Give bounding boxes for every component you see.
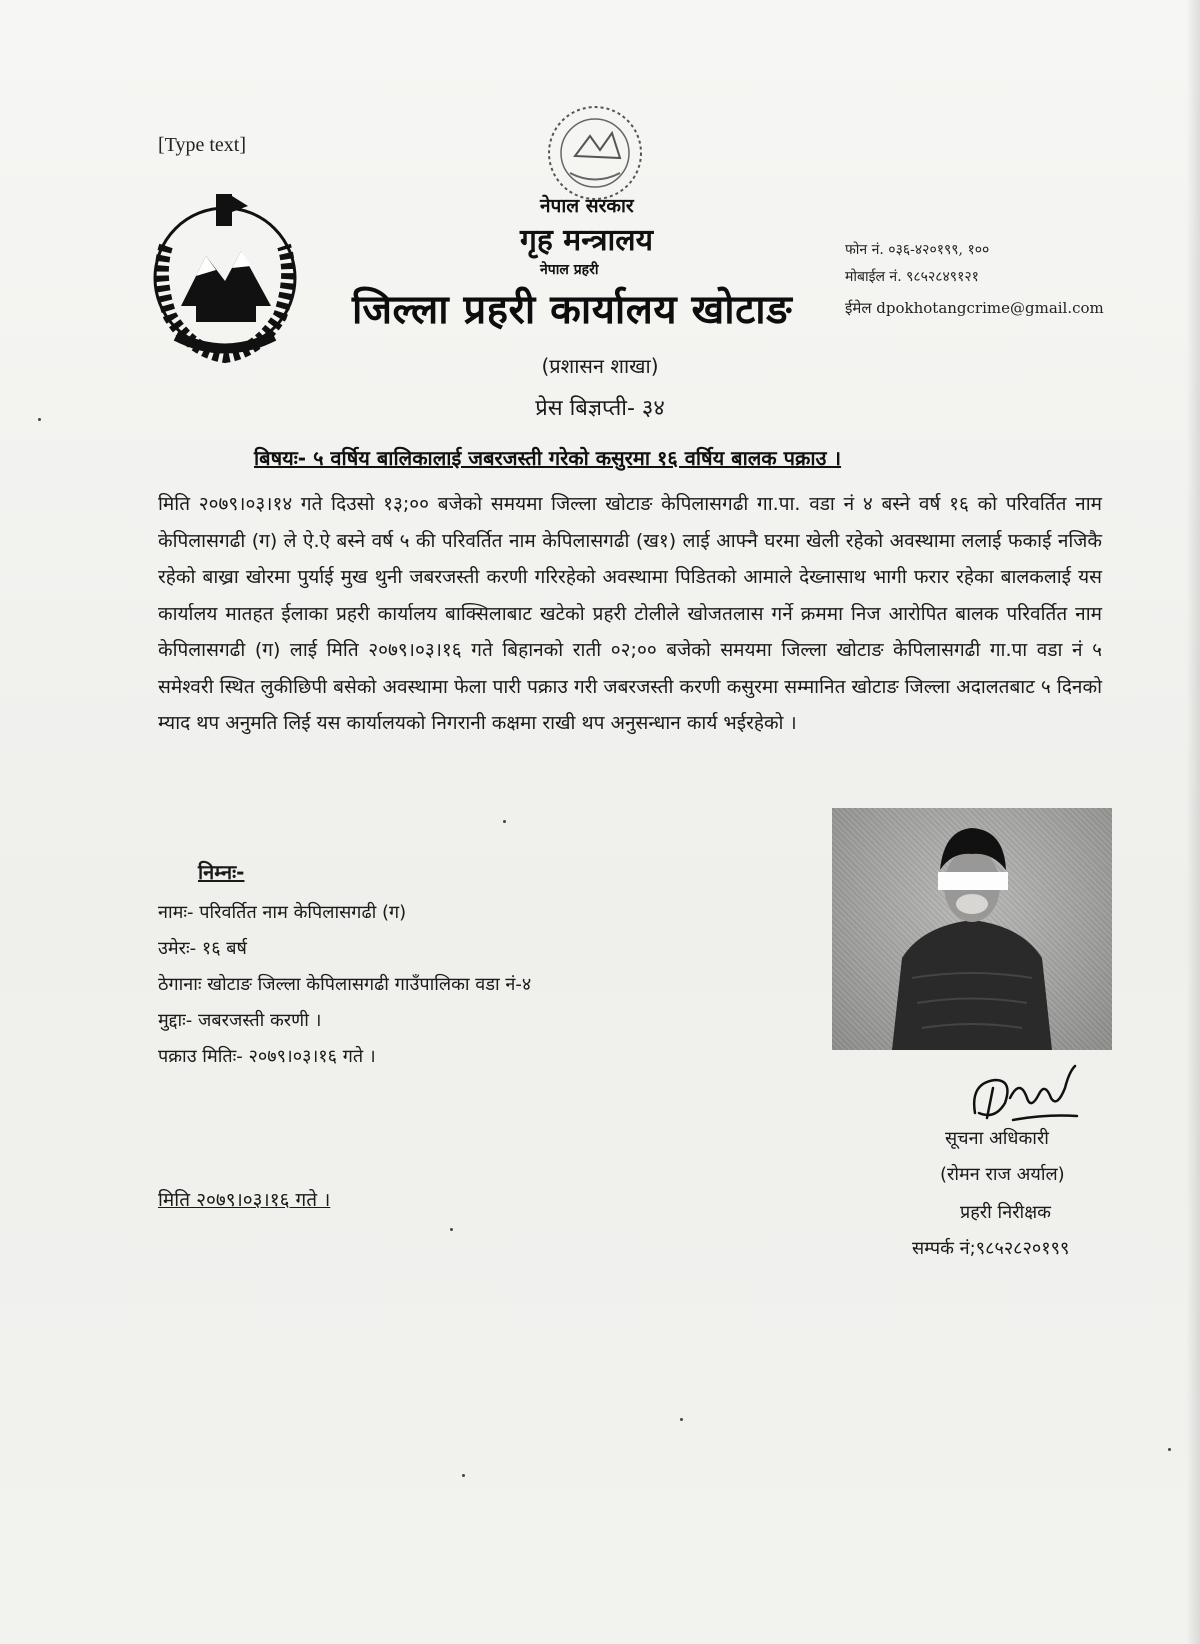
police-hq-label: नेपाल प्रहरी xyxy=(540,262,599,278)
page-edge-shadow xyxy=(1186,0,1200,1644)
scan-speck xyxy=(503,820,506,823)
scan-speck xyxy=(462,1474,465,1477)
detail-address: ठेगानाः खोटाङ जिल्ला केपिलासगढी गाउँपालिका वडा नं-४ xyxy=(158,974,532,995)
details-heading: निम्नः- xyxy=(198,860,245,884)
body-paragraph: मिति २०७९।०३।१४ गते दिउसो १३;०० बजेको समयमा जिल्ला खोटाङ केपिलासगढी गा.पा. वडा नं ४ बस्ने वर्ष १६ को परिवर्तित नाम केपिलासगढी (ग) ले ऐ.ऐ बस्ने वर्ष ५ की परिवर्तित नाम केपिलासगढी (ख१) लाई आफ्नै घरमा खेली रहेको अवस्थामा ललाई फकाई नजिकै रहेको बाख्रा खोरमा पुर्याई मुख थुनी जबरजस्ती करणी गरिरहेको अवस्थामा पिडितको आमाले देख्नासाथ भागी फरार रहेका बालकलाई यस कार्यालय मातहत ईलाका प्रहरी कार्यालय बाक्सिलाबाट खटेको प्रहरी टोलीले खोजतलास गर्ने क्रममा निज आरोपित बालक परिवर्तित नाम केपिलासगढी (ग) लाई मिति २०७९।०३।१६ गते बिहानको राती ०२;०० बजेको समयमा जिल्ला खोटाङ केपिलासगढी गा.पा वडा नं ५ समेश्वरी स्थित लुकीछिपी बसेको अवस्थामा फेला पारी पक्राउ गरी जबरजस्ती करणी कसुरमा सम्मानित खोटाङ जिल्ला अदालतबाट ५ दिनको म्याद थप अनुमति लिई यस कार्यालयको निगरानी कक्षमा राखी थप अनुसन्धान कार्य भईरहेको । xyxy=(158,493,1102,734)
face-blur-bar xyxy=(938,872,1008,890)
scan-speck xyxy=(680,1418,683,1421)
ministry-label: गृह मन्त्रालय xyxy=(520,223,654,258)
branch-label xyxy=(0,352,1200,379)
signatory-rank: प्रहरी निरीक्षक xyxy=(960,1202,1051,1223)
signatory-title: सूचना अधिकारी xyxy=(945,1128,1049,1149)
detail-age: उमेरः- १६ बर्ष xyxy=(158,938,247,959)
email-address: ईमेल dpokhotangcrime@gmail.com xyxy=(845,299,1104,317)
branch-text: (प्रशासन शाखा) xyxy=(541,354,659,378)
phone-number: फोन नं. ०३६-४२०१९९, १०० xyxy=(845,242,990,258)
subject-line: बिषयः- ५ वर्षिय बालिकालाई जबरजस्ती गरेको कसुरमा १६ वर्षिय बालक पक्राउ । xyxy=(254,446,842,470)
suspect-silhouette-icon xyxy=(832,808,1112,1050)
detail-case: मुद्दाः- जबरजस्ती करणी । xyxy=(158,1010,322,1031)
suspect-photo xyxy=(832,808,1112,1050)
scan-speck xyxy=(38,418,41,421)
government-label: नेपाल सरकार xyxy=(540,195,634,217)
nepal-coat-of-arms-icon xyxy=(136,186,314,364)
scan-speck xyxy=(450,1228,453,1231)
footer-date: मिति २०७९।०३।१६ गते । xyxy=(158,1189,331,1211)
press-release-number: प्रेस बिज्ञप्ती- ३४ xyxy=(535,396,665,421)
office-name: जिल्ला प्रहरी कार्यालय खोटाङ xyxy=(352,287,793,333)
mobile-number: मोबाईल नं. ९८५२८४९१२१ xyxy=(845,269,979,285)
detail-name: नामः- परिवर्तित नाम केपिलासगढी (ग) xyxy=(158,902,407,923)
signatory-contact: सम्पर्क नं;९८५२८२०१९९ xyxy=(912,1238,1070,1259)
detail-arrest-date: पक्राउ मितिः- २०७९।०३।१६ गते । xyxy=(158,1046,376,1067)
type-text-placeholder: [Type text] xyxy=(158,134,247,156)
signatory-name: (रोमन राज अर्याल) xyxy=(940,1164,1065,1185)
scan-speck xyxy=(1168,1448,1171,1451)
